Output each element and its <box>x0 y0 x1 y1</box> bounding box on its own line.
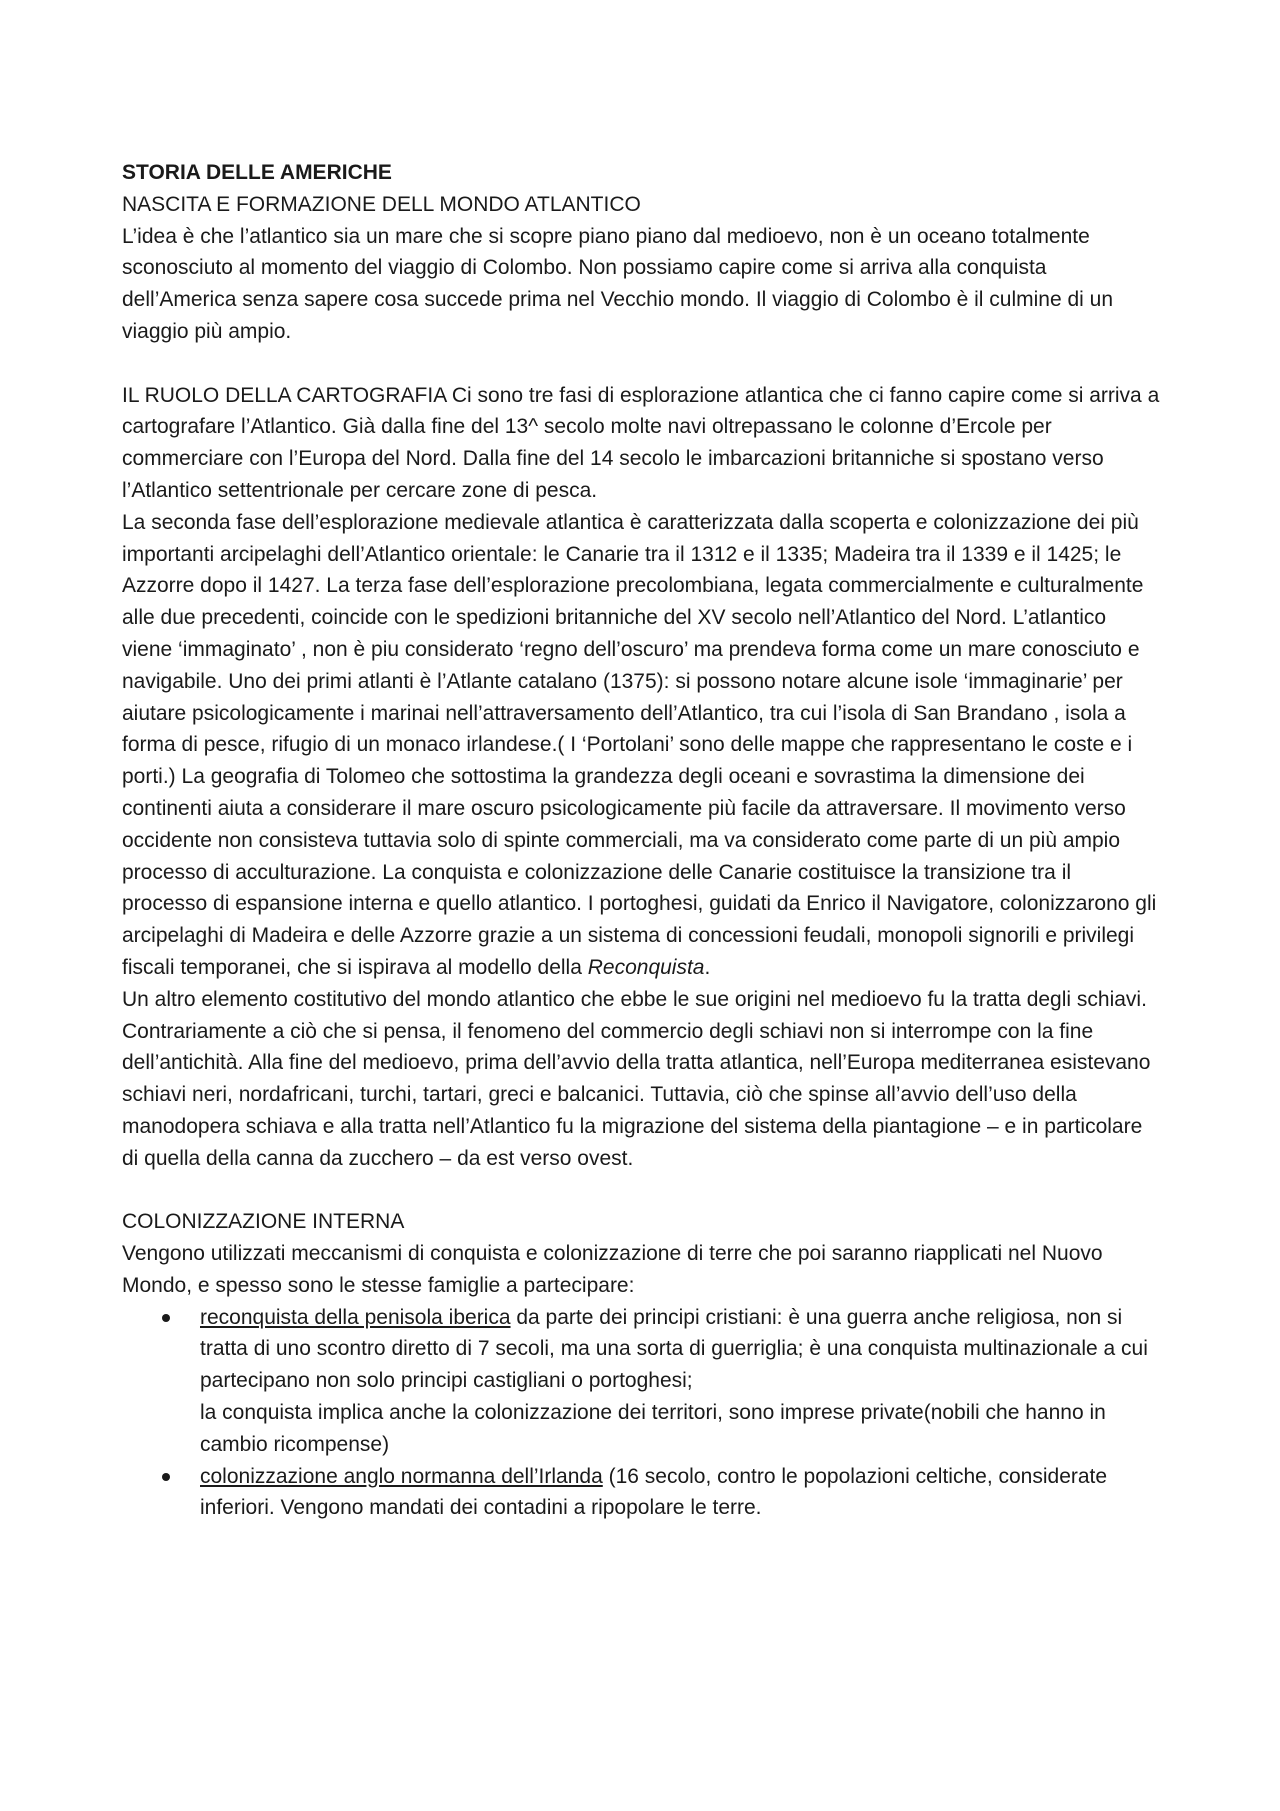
cartography-text: La seconda fase dell’esplorazione medievale atlantica è caratterizzata dalla scoperta e colonizzazione dei più importanti arcipelaghi dell’Atlantico orientale: le Canarie tra il 1312 e il 1335; Madeira tra il 1339 e il 1425; le Azzorre dopo il 1427. La terza fase dell’esplorazione precolombiana, legata commercialmente e culturalmente alle due precedenti, coincide con le spedizioni britanniche del XV secolo nell’Atlantico del Nord. L’atlantico viene ‘immaginato’ , non è piu considerato ‘regno dell’oscuro’ ma prendeva forma come un mare conosciuto e navigabile. Uno dei primi atlanti è l’Atlante catalano (1375): si possono notare alcune isole ‘immaginarie’ per aiutare psicologicamente i marinai nell’attraversamento dell’Atlantico, tra cui l’isola di San Brandano , isola a forma di pesce, rifugio di un monaco irlandese.( I ‘Portolani’ sono delle mappe che rappresentano le coste e i porti.) La geografia di Tolomeo che sottostima la grandezza degli oceani e sovrastima la dimensione dei continenti aiuta a considerare il mare oscuro psicologicamente più facile da attraversare. Il movimento verso occidente non consisteva tuttavia solo di spinte commerciali, ma va considerato come parte di un più ampio processo di acculturazione. La conquista e colonizzazione delle Canarie costituisce la transizione tra il processo di espansione interna e quello atlantico. I portoghesi, guidati da Enrico il Navigatore, colonizzarono gli arcipelaghi di Madeira e delle Azzorre grazie a un sistema di concessioni feudali, monopoli signorili e privilegi fiscali temporanei, che si ispirava al modello della <box>122 510 1157 979</box>
slave-trade-paragraph: Un altro elemento costitutivo del mondo atlantico che ebbe le sue origini nel medioevo fu la tratta degli schiavi. Contrariamente a ciò che si pensa, il fenomeno del commercio degli schiavi non si interrompe con la fine dell’antichità. Alla fine del medioevo, prima dell’avvio della tratta atlantica, nell’Europa mediterranea esistevano schiavi neri, nordafricani, turchi, tartari, greci e balcanici. Tuttavia, ciò che spinse all’avvio dell’uso della manodopera schiava e alla tratta nell’Atlantico fu la migrazione del sistema della piantagione – e in particolare di quella della canna da zucchero – da est verso ovest. <box>122 987 1151 1170</box>
document-title: STORIA DELLE AMERICHE <box>122 161 392 184</box>
bullet-text-continued: la conquista implica anche la colonizzazione dei territori, sono imprese private(nobili che hanno in cambio ricompense) <box>200 1401 1106 1456</box>
bullet-list <box>122 1302 1162 1525</box>
list-item <box>122 1461 1162 1525</box>
spacer <box>122 1175 1162 1207</box>
cartography-text-end: . <box>704 955 711 979</box>
bullet-icon <box>162 1473 170 1481</box>
bullet-topic: reconquista della penisola iberica <box>200 1305 511 1329</box>
list-item <box>122 1302 1162 1461</box>
cartography-paragraph-1: IL RUOLO DELLA CARTOGRAFIA Ci sono tre fasi di esplorazione atlantica che ci fanno capire come si arriva a cartografare l’Atlantico. Già dalla fine del 13^ secolo molte navi oltrepassano le colonne d’Ercole per commerciare con l’Europa del Nord. Dalla fine del 14 secolo le imbarcazioni britanniche si spostano verso l’Atlantico settentrionale per cercare zone di pesca. <box>122 383 1160 502</box>
reconquista-term: Reconquista <box>587 955 705 979</box>
bullet-icon <box>162 1314 170 1322</box>
bullet-text: (16 secolo, contro le popolazioni celtiche, considerate inferiori. Vengono mandati dei contadini a ripopolare le terre. <box>200 1464 1108 1520</box>
section-heading: COLONIZZAZIONE INTERNA <box>122 1210 405 1234</box>
bullet-text: da parte dei principi cristiani: è una guerra anche religiosa, non si tratta di uno scontro diretto di 7 secoli, ma una sorta di guerriglia; è una conquista multinazionale a cui partecipano non solo principi castigliani o portoghesi; <box>200 1305 1148 1393</box>
spacer <box>122 348 1162 380</box>
document-page <box>122 157 1162 1524</box>
bullet-topic: colonizzazione anglo normanna dell’Irlanda <box>200 1464 603 1488</box>
section-intro: Vengono utilizzati meccanismi di conquista e colonizzazione di terre che poi saranno riapplicati nel Nuovo Mondo, e spesso sono le stesse famiglie a partecipare: <box>122 1242 1103 1297</box>
document-subtitle: NASCITA E FORMAZIONE DELL MONDO ATLANTICO <box>122 192 641 216</box>
cartography-paragraph-2 <box>122 507 1162 984</box>
intro-paragraph: L’idea è che l’atlantico sia un mare che si scopre piano piano dal medioevo, non è un oceano totalmente sconosciuto al momento del viaggio di Colombo. Non possiamo capire come si arriva alla conquista dell’America senza sapere cosa succede prima nel Vecchio mondo. Il viaggio di Colombo è il culmine di un viaggio più ampio. <box>122 224 1114 343</box>
